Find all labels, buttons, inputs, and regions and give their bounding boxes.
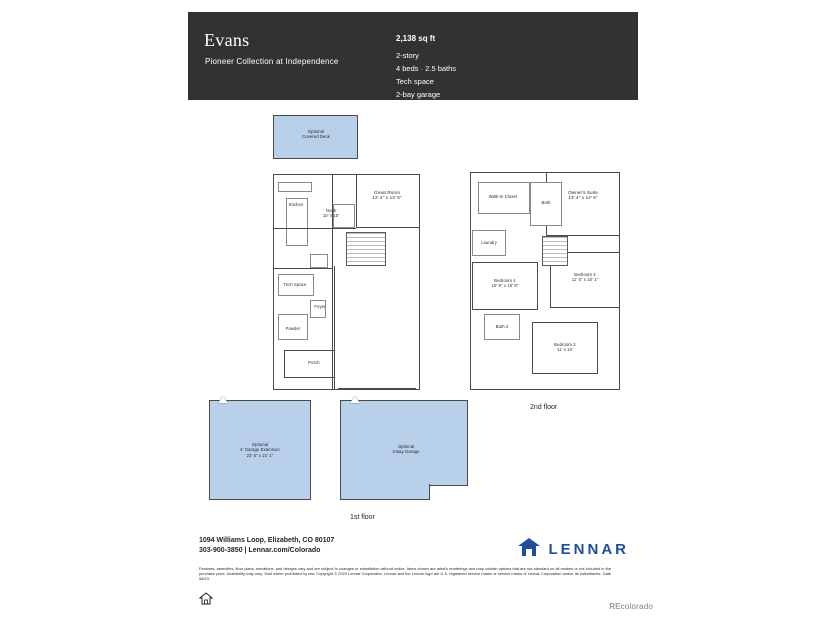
first-floor-label: 1st floor (350, 514, 375, 521)
recolorado-watermark: REcolorado (609, 602, 653, 611)
wall-horizontal-upper (273, 228, 356, 229)
second-floor-stairs (542, 236, 568, 266)
plan-header (188, 12, 638, 100)
spec-garage: 2-bay garage (396, 90, 441, 99)
footer-contact-block (199, 536, 629, 556)
room-powder-label: Powder (285, 326, 301, 331)
room-bath-2-label: Bath 2 (495, 324, 509, 329)
room-bedroom-2-label: Bedroom 2 11' 5" x 10' 1" (571, 272, 599, 283)
lennar-logo (499, 538, 629, 561)
optional-three-bay-garage-label: Optional 3-Bay Garage (392, 444, 420, 455)
room-laundry-label: Laundry (481, 240, 497, 245)
garage-door-opening (338, 388, 416, 390)
room-bath-label: Bath (541, 200, 551, 205)
room-porch-label: Porch (308, 360, 320, 365)
plan-drawing-area (188, 104, 638, 524)
great-room-outline (356, 174, 420, 228)
plan-specs (396, 32, 456, 101)
three-bay-garage-arrow-icon (350, 396, 360, 403)
lennar-wordmark: LENNAR (548, 541, 629, 558)
community-contact[interactable]: 303-900-3850 | Lennar.com/Colorado (199, 547, 321, 554)
legal-disclaimer: Features, amenities, floor plans, elevations, and designs vary and are subject to changes or substitution without notice. Items shown are artist's renderings and may contain options that are not standard on all models or not included in the purchase price. Availability may vary. Void where prohibited by law. Copyright © 2023 Lennar Corporation. Lennar and the Lennar logo are U.S. registered service marks or service marks of Lennar Corporation and/or its subsidiaries. Date 08/23. (199, 566, 611, 582)
room-owners-suite-label: Owner's Suite 13' 4" x 14' 5" (568, 190, 598, 201)
optional-three-bay-garage-extension (340, 484, 430, 500)
kitchen-counter (278, 182, 312, 192)
optional-covered-deck-step (273, 148, 358, 159)
two-bay-garage-outline (334, 266, 420, 390)
page-title: Evans (204, 30, 250, 50)
room-great-room-label: Great Room 12' 4" x 13' 5" (372, 190, 402, 201)
collection-subtitle: Pioneer Collection at Independence (205, 57, 339, 66)
lennar-mark-icon (518, 538, 540, 561)
room-kitchen-label: Kitchen (288, 202, 304, 207)
wall-horizontal-mid (273, 268, 333, 269)
optional-garage-extension-label: Optional 4' Garage Extension 23' 5" x 21' 1" (240, 442, 280, 458)
room-bedroom-4-label: Bedroom 4 10' 5" x 10' 5" (491, 278, 519, 289)
spec-beds-baths: 4 beds · 2.5 baths (396, 64, 457, 73)
optional-three-bay-garage (340, 400, 468, 486)
first-floor-stairs (346, 232, 386, 266)
spec-sqft: 2,138 sq ft (396, 34, 436, 43)
room-bedroom-3-label: Bedroom 3 11' x 10' (554, 342, 576, 353)
optional-covered-deck-label: Optional Covered Deck (302, 129, 330, 140)
spec-stories: 2-story (396, 51, 419, 60)
equal-housing-opportunity-icon (199, 592, 213, 606)
pantry-closet (310, 254, 328, 268)
room-tech-space-label: Tech Space (283, 282, 307, 287)
community-address: 1094 Williams Loop, Elizabeth, CO 80107 (199, 537, 335, 544)
room-nook-label: Nook 10' x 10' (322, 208, 340, 219)
spec-tech: Tech space (396, 77, 434, 86)
garage-extension-arrow-icon (218, 396, 228, 403)
room-foyer-label: Foyer (314, 304, 326, 309)
second-floor-label: 2nd floor (530, 404, 558, 411)
room-walk-in-closet-label: Walk-In Closet (488, 194, 518, 199)
